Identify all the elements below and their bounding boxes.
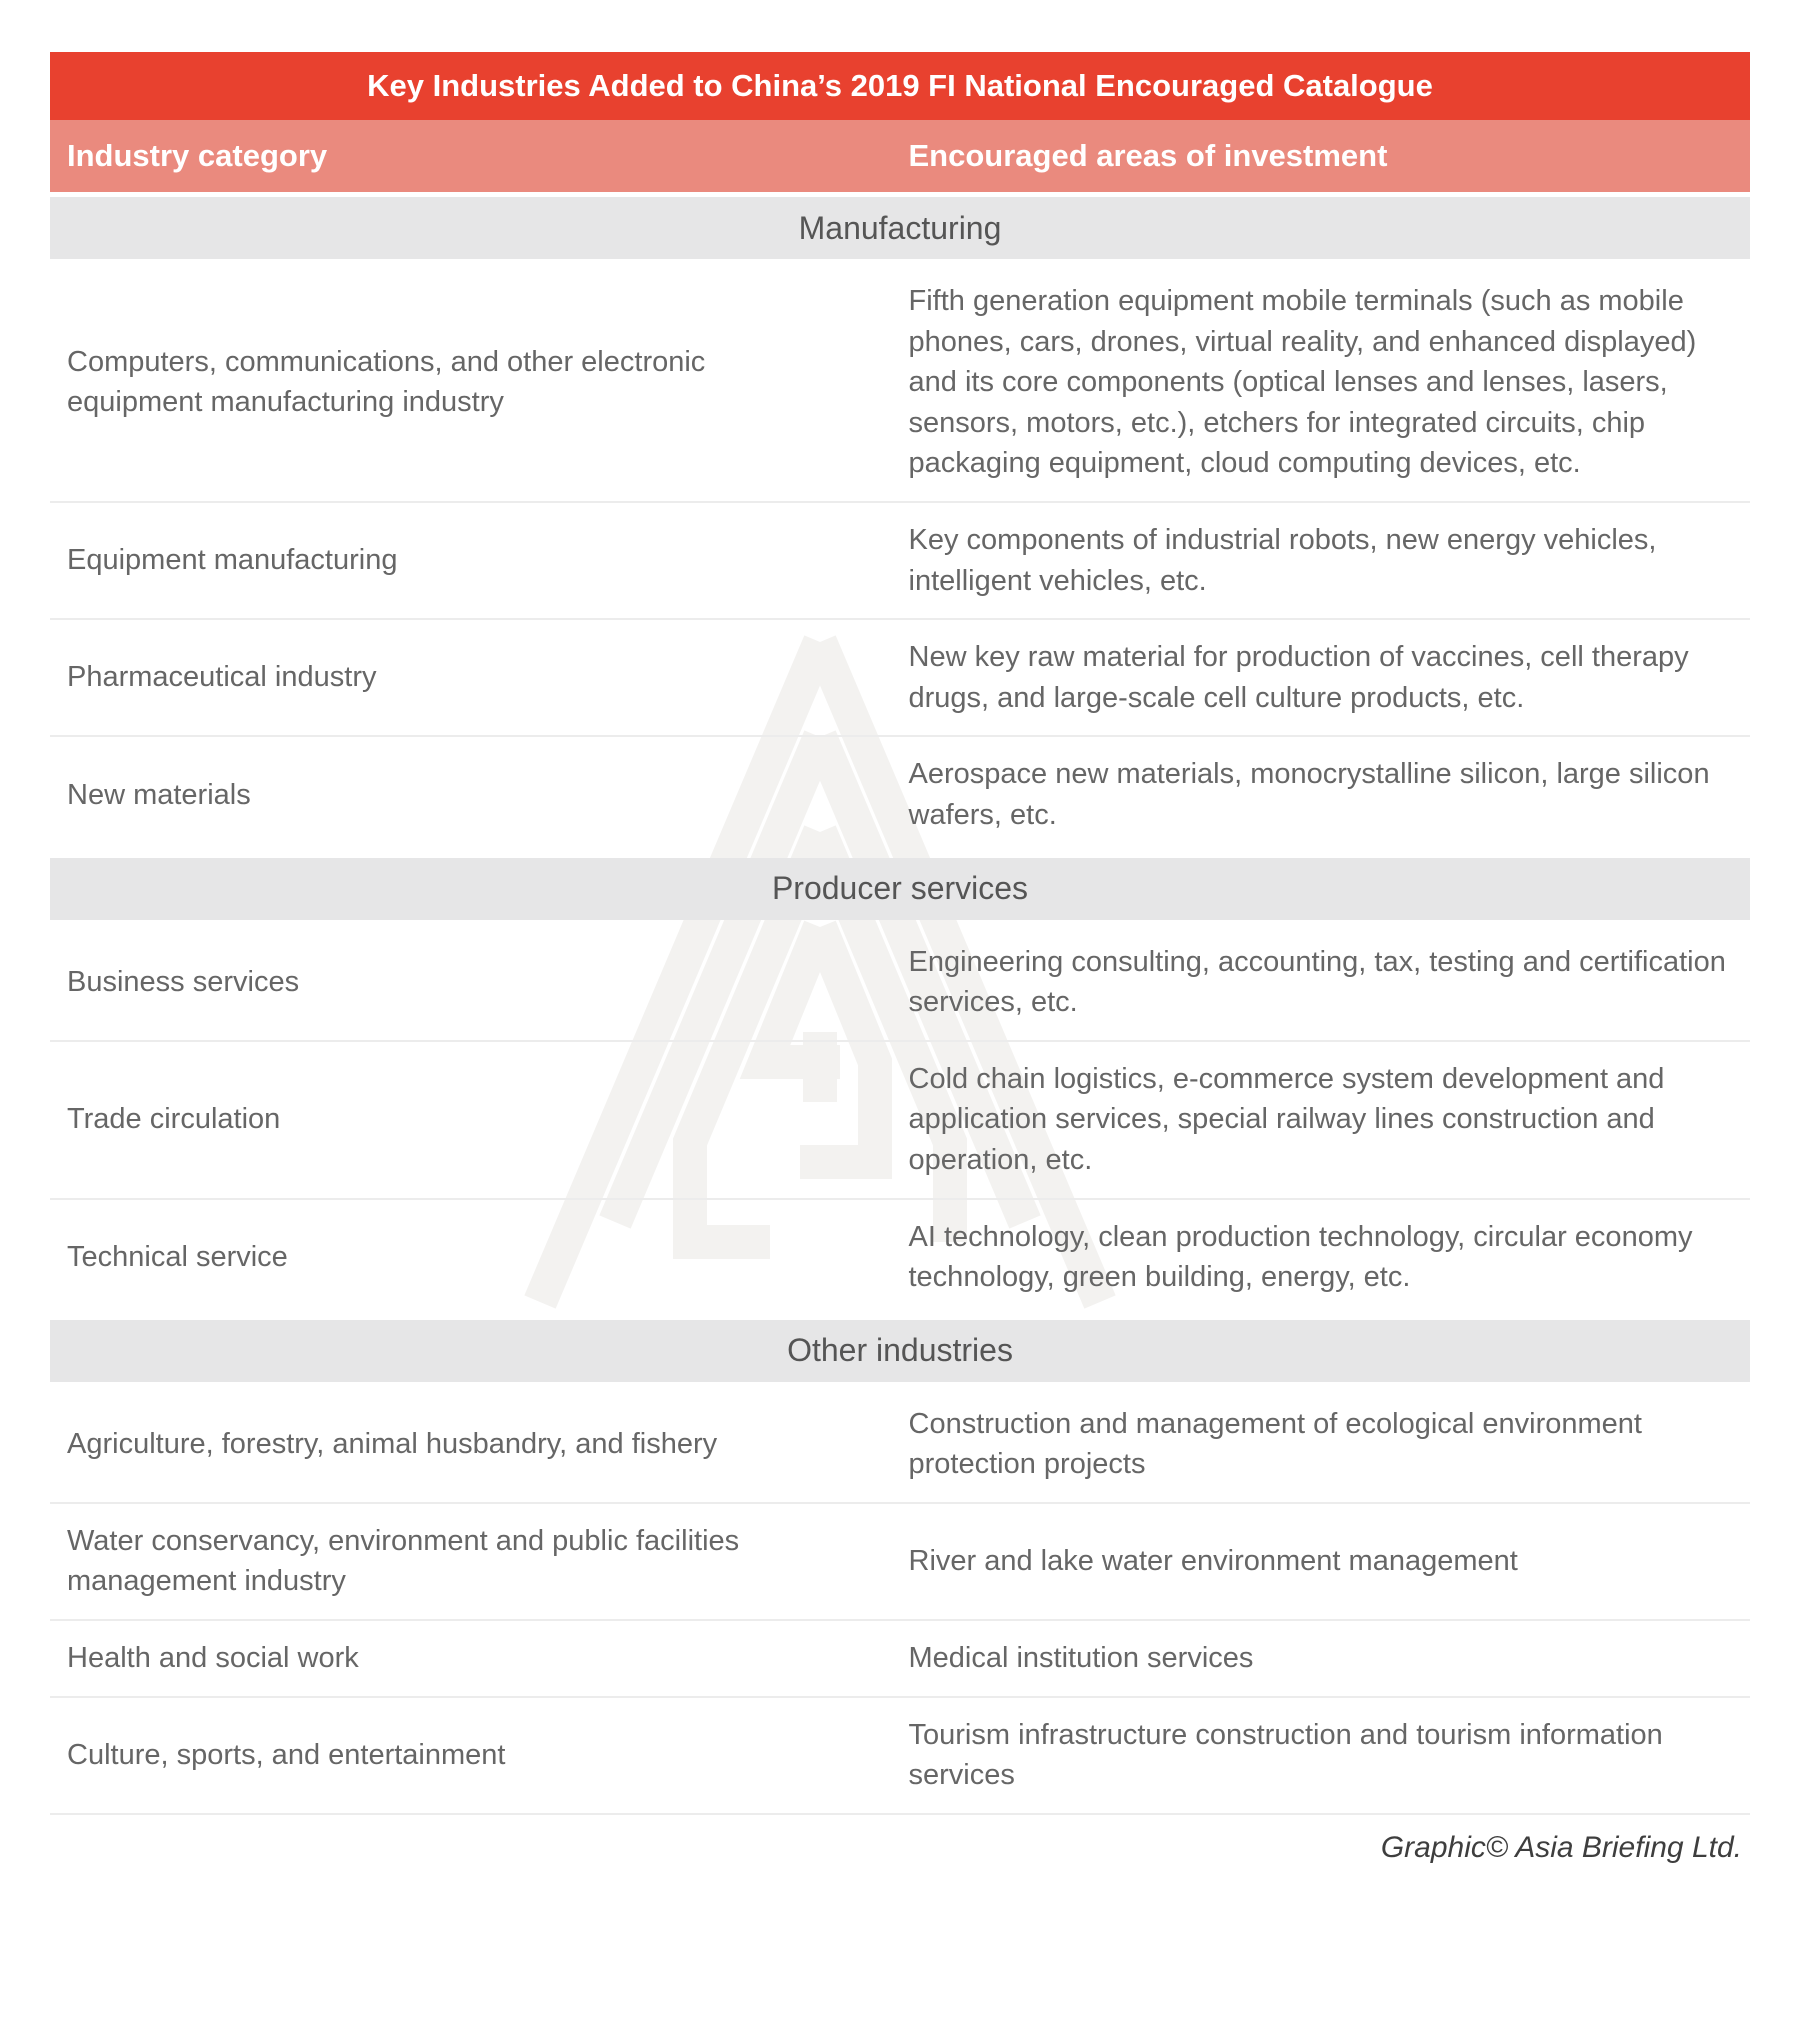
- encouraged-areas-cell: Tourism infrastructure construction and tourism information services: [908, 1718, 1663, 1792]
- encouraged-areas-cell: Aerospace new materials, monocrystalline silicon, large silicon wafers, etc.: [908, 758, 1710, 831]
- encouraged-areas-cell: Engineering consulting, accounting, tax, testing and certification services, etc.: [908, 945, 1726, 1019]
- table-row: [50, 1696, 1750, 1813]
- column-header-encouraged-areas: Encouraged areas of investment: [908, 138, 1388, 173]
- table-row: [50, 735, 1750, 852]
- table-row: [50, 925, 1750, 1040]
- industry-category-cell: Technical service: [67, 1240, 288, 1273]
- industry-category-cell: Culture, sports, and entertainment: [67, 1738, 506, 1771]
- table-row: [50, 618, 1750, 735]
- credit-line: Graphic© Asia Briefing Ltd.: [1380, 1830, 1742, 1864]
- table-row: [50, 1502, 1750, 1619]
- industry-category-cell: Equipment manufacturing: [67, 544, 398, 577]
- encouraged-areas-cell: Medical institution services: [908, 1642, 1254, 1675]
- encouraged-areas-cell: New key raw material for production of vaccines, cell therapy drugs, and large-scale cell culture products, etc.: [908, 641, 1689, 714]
- encouraged-areas-cell: Fifth generation equipment mobile terminals (such as mobile phones, cars, drones, virtual reality, and enhanced displayed) and its core components (optical lenses and lenses, lasers, sensors, motors, etc.), etchers for integrated circuits, chip packaging equipment, cloud computing devices, etc.: [908, 285, 1697, 480]
- industry-category-cell: Trade circulation: [67, 1103, 281, 1136]
- industry-category-cell: Agriculture, forestry, animal husbandry, and fishery: [67, 1427, 718, 1460]
- encouraged-areas-cell: River and lake water environment management: [908, 1545, 1518, 1578]
- industry-category-cell: Health and social work: [67, 1642, 359, 1675]
- table-row: [50, 264, 1750, 501]
- table-title: Key Industries Added to China’s 2019 FI National Encouraged Catalogue: [50, 52, 1750, 120]
- table-row: [50, 1040, 1750, 1198]
- table-body: [50, 197, 1750, 1815]
- industry-category-cell: Pharmaceutical industry: [67, 661, 377, 694]
- table-row: [50, 1198, 1750, 1315]
- encouraged-areas-cell: AI technology, clean production technology, circular economy technology, green building, energy, etc.: [908, 1220, 1693, 1294]
- section-header-other-industries: Other industries: [50, 1320, 1750, 1382]
- encouraged-areas-cell: Key components of industrial robots, new energy vehicles, intelligent vehicles, etc.: [908, 523, 1657, 597]
- table-row: [50, 1387, 1750, 1502]
- industry-category-cell: Computers, communications, and other electronic equipment manufacturing industry: [67, 345, 706, 419]
- encouraged-catalogue-table: [50, 52, 1750, 1815]
- table-header-row: [50, 120, 1750, 192]
- encouraged-areas-cell: Construction and management of ecological environment protection projects: [908, 1407, 1642, 1481]
- section-header-manufacturing: Manufacturing: [50, 197, 1750, 259]
- industry-category-cell: Business services: [67, 965, 300, 998]
- section-header-producer-services: Producer services: [50, 858, 1750, 920]
- table-row: [50, 1619, 1750, 1696]
- industry-category-cell: Water conservancy, environment and public facilities management industry: [67, 1524, 740, 1598]
- encouraged-areas-cell: Cold chain logistics, e-commerce system development and application services, special railway lines construction and operation, etc.: [908, 1062, 1665, 1176]
- table-row: [50, 501, 1750, 618]
- column-header-industry-category: Industry category: [67, 138, 328, 173]
- industry-category-cell: New materials: [67, 778, 251, 811]
